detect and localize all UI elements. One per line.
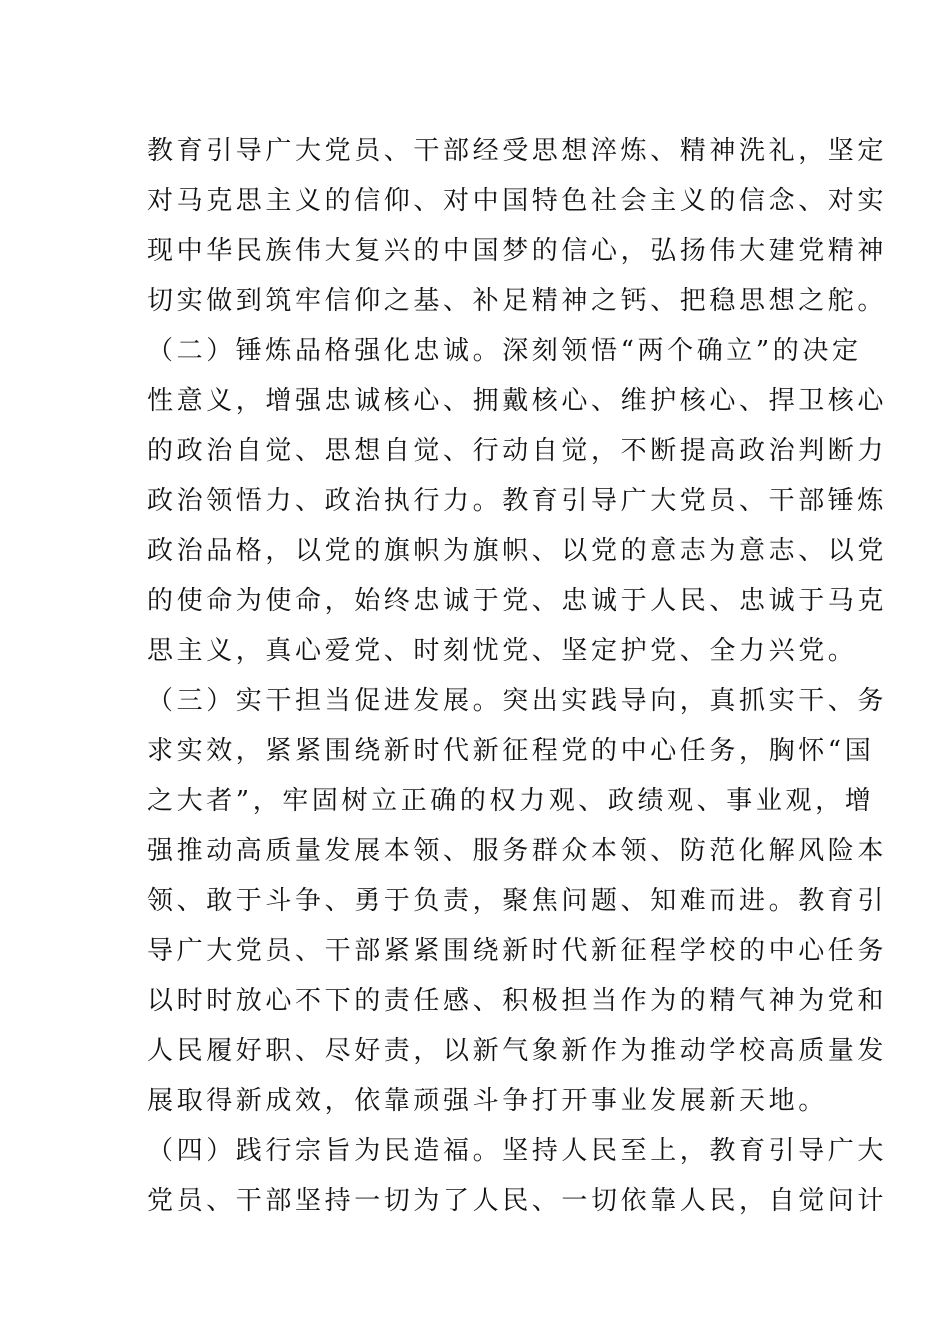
text-line: 性意义，增强忠诚核心、拥戴核心、维护核心、捍卫核心 [147, 386, 888, 416]
text-line: 政治领悟力、政治执行力。教育引导广大党员、干部锤炼 [147, 486, 888, 516]
text-line: 导广大党员、干部紧紧围绕新时代新征程学校的中心任务 [147, 936, 888, 966]
text-line: 领、敢于斗争、勇于负责，聚焦问题、知难而进。教育引 [147, 886, 888, 916]
text-line: 以时时放心不下的责任感、积极担当作为的精气神为党和 [147, 986, 888, 1016]
text-line: 现中华民族伟大复兴的中国梦的信心，弘扬伟大建党精神 [147, 236, 888, 266]
text-line: 教育引导广大党员、干部经受思想淬炼、精神洗礼，坚定 [147, 136, 888, 166]
text-line: 求实效，紧紧围绕新时代新征程党的中心任务，胸怀“国 [147, 736, 875, 766]
text-line: 的使命为使命，始终忠诚于党、忠诚于人民、忠诚于马克 [147, 586, 888, 616]
text-line: 政治品格，以党的旗帜为旗帜、以党的意志为意志、以党 [147, 536, 888, 566]
text-line: 切实做到筑牢信仰之基、补足精神之钙、把稳思想之舵。 [147, 286, 888, 316]
text-line: 强推动高质量发展本领、服务群众本领、防范化解风险本 [147, 836, 888, 866]
section-heading-line: （二）锤炼品格强化忠诚。深刻领悟“两个确立”的决定 [147, 336, 862, 366]
text-line: 思主义，真心爱党、时刻忧党、坚定护党、全力兴党。 [147, 636, 858, 666]
text-line: 党员、干部坚持一切为了人民、一切依靠人民，自觉问计 [147, 1186, 888, 1216]
body-text [147, 126, 888, 1226]
section-heading-line: （三）实干担当促进发展。突出实践导向，真抓实干、务 [147, 686, 888, 716]
text-line: 之大者”，牢固树立正确的权力观、政绩观、事业观，增 [147, 786, 875, 816]
text-line: 人民履好职、尽好责，以新气象新作为推动学校高质量发 [147, 1036, 888, 1066]
text-line: 的政治自觉、思想自觉、行动自觉，不断提高政治判断力 [147, 436, 888, 466]
text-line: 展取得新成效，依靠顽强斗争打开事业发展新天地。 [147, 1086, 828, 1116]
section-heading-line: （四）践行宗旨为民造福。坚持人民至上，教育引导广大 [147, 1136, 888, 1166]
text-line: 对马克思主义的信仰、对中国特色社会主义的信念、对实 [147, 186, 888, 216]
